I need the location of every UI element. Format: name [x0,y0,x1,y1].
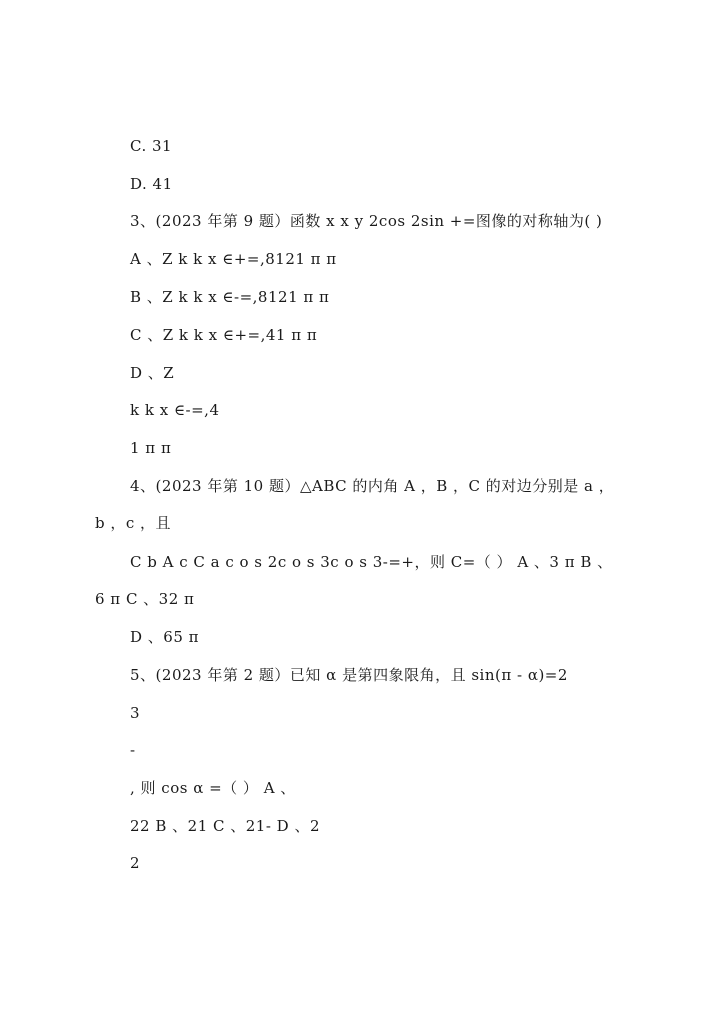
question-3-option-a: A 、Z k k x ∈+=,8121 π π [130,250,337,268]
question-5-fraction-bar: - [130,741,136,759]
question-5-ask: , 则 cos α =（ ） A 、 [130,779,296,797]
question-3-option-d-cont2: 1 π π [130,439,172,457]
question-3-option-d-cont: k k x ∈-=,4 [130,401,220,419]
question-4-formula: C b A c C a c o s 2c o s 3c o s 3-=+，则 C=（ ） A 、3 π B 、 [130,553,613,571]
question-5-options-cont: 2 [130,854,141,872]
question-4-option-d: D 、65 π [130,628,200,646]
question-5-stem: 5、(2023 年第 2 题）已知 α 是第四象限角，且 sin(π - α)=2 [130,666,568,684]
question-3-option-d: D 、Z [130,364,175,382]
question-4-stem-cont: b ，c ，且 [95,514,172,532]
question-5-options: 22 B 、21 C 、21- D 、2 [130,817,321,835]
question-3-option-b: B 、Z k k x ∈-=,8121 π π [130,288,330,306]
question-4-options-bc: 6 π C 、32 π [95,590,195,608]
question-3-option-c: C 、Z k k x ∈+=,41 π π [130,326,318,344]
question-4-stem: 4、(2023 年第 10 题）△ABC 的内角 A ，B ，C 的对边分别是 a ， [130,477,615,495]
question-5-fraction-num: 3 [130,704,141,722]
question-3-stem: 3、(2023 年第 9 题）函数 x x y 2cos 2sin +=图像的对称轴为( ) [130,212,603,230]
option-c-line: C. 31 [130,137,173,155]
option-d-line: D. 41 [130,175,173,193]
